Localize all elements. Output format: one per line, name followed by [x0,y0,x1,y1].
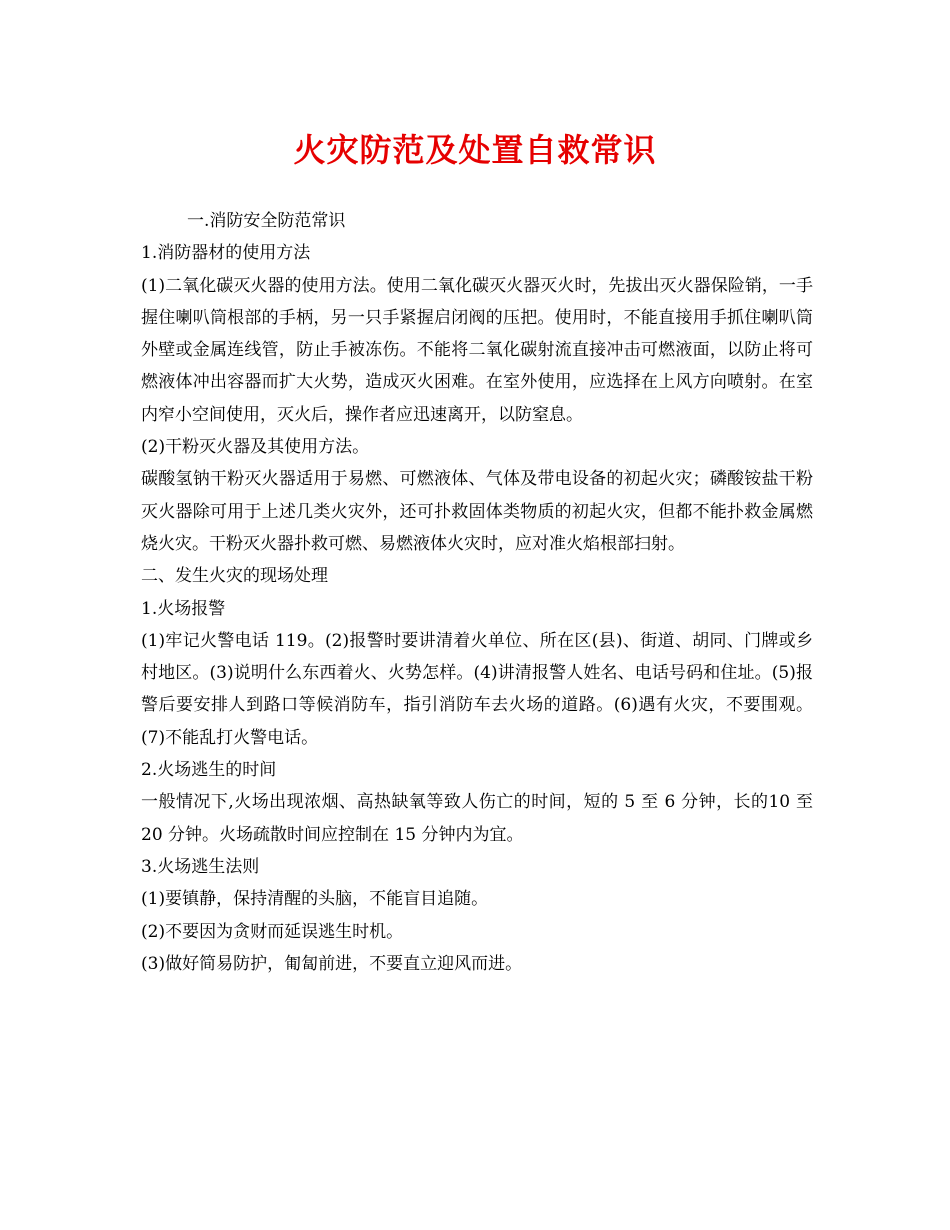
paragraph: 碳酸氢钠干粉灭火器适用于易燃、可燃液体、气体及带电设备的初起火灾；磷酸铵盐干粉灭火器除可用于上述几类火灾外，还可扑救固体类物质的初起火灾，但都不能扑救金属燃烧火灾。干粉灭火器扑救可燃、易燃液体火灾时，应对准火焰根部扫射。 [141,469,813,554]
subsection-heading: 3.火场逃生法则 [141,856,260,877]
subsection-heading: 1.火场报警 [141,598,226,619]
paragraph: 一般情况下,火场出现浓烟、高热缺氧等致人伤亡的时间，短的 5 至 6 分钟，长的10 至 20 分钟。火场疏散时间应控制在 15 分钟内为宜。 [141,792,813,845]
list-item: (2)不要因为贪财而延误逃生时机。 [141,921,404,942]
list-item: (3)做好简易防护，匍匐前进，不要直立迎风而进。 [141,953,523,974]
section-heading: 二、发生火灾的现场处理 [141,566,328,587]
paragraph: (1)牢记火警电话 119。(2)报警时要讲清着火单位、所在区(县)、街道、胡同、门牌或乡村地区。(3)说明什么东西着火、火势怎样。(4)讲清报警人姓名、电话号码和住址。(5)报警后要安排人到路口等候消防车，指引消防车去火场的道路。(6)遇有火灾，不要围观。(7)不能乱打火警电话。 [141,630,813,748]
paragraph: (1)二氧化碳灭火器的使用方法。使用二氧化碳灭火器灭火时，先拔出灭火器保险销，一手握住喇叭筒根部的手柄，另一只手紧握启闭阀的压把。使用时，不能直接用手抓住喇叭筒外壁或金属连线管，防止手被冻伤。不能将二氧化碳射流直接冲击可燃液面，以防止将可燃液体冲出容器而扩大火势，造成灭火困难。在室外使用，应选择在上风方向喷射。在室内窄小空间使用，灭火后，操作者应迅速离开，以防窒息。 [141,275,813,425]
subsection-heading: 1.消防器材的使用方法 [141,243,311,264]
subsection-heading: (2)干粉灭火器及其使用方法。 [141,437,370,458]
subsection-heading: 2.火场逃生的时间 [141,760,277,781]
document-title: 火灾防范及处置自救常识 [293,131,657,169]
document-body [141,205,813,980]
list-item: (1)要镇静，保持清醒的头脑，不能盲目追随。 [141,889,489,910]
section-heading: 一.消防安全防范常识 [187,211,346,231]
